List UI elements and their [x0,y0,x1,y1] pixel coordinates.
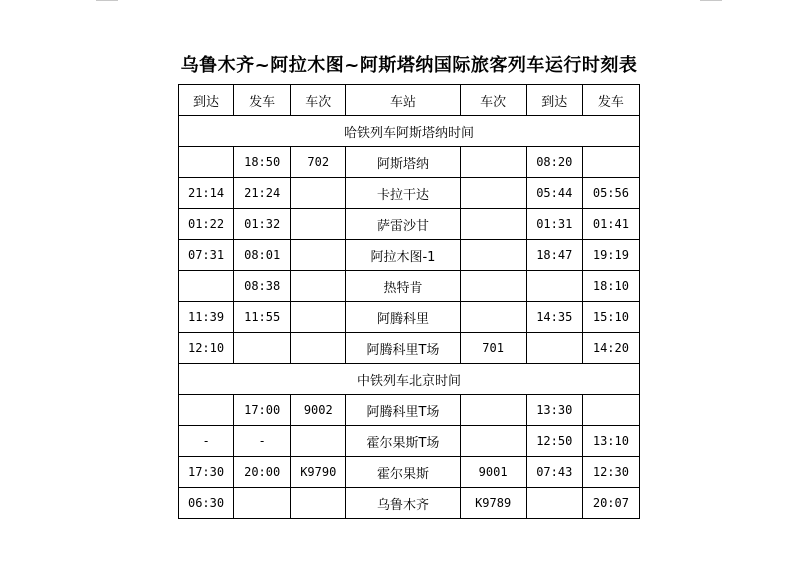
cell-departure: 08:38 [234,271,291,302]
section-label: 哈铁列车阿斯塔纳时间 [179,116,640,147]
cell-departure: 14:20 [582,333,639,364]
cell-train-no [291,333,346,364]
cell-train-no [460,178,526,209]
cell-departure: 01:41 [582,209,639,240]
cell-arrival [526,333,582,364]
cell-arrival [526,488,582,519]
cell-departure: 20:07 [582,488,639,519]
table-row [179,426,640,457]
cell-arrival: 01:22 [179,209,234,240]
cell-train-no [291,426,346,457]
cell-arrival: 01:31 [526,209,582,240]
cell-train-no: 9002 [291,395,346,426]
header-row [179,85,640,116]
cell-departure [582,147,639,178]
cell-train-no [291,488,346,519]
cell-arrival [179,147,234,178]
cell-arrival [179,271,234,302]
cell-arrival: 18:47 [526,240,582,271]
cell-departure: 18:10 [582,271,639,302]
cell-arrival: 07:43 [526,457,582,488]
table-row [179,147,640,178]
cell-station: 霍尔果斯T场 [346,426,460,457]
cell-train-no [291,209,346,240]
header-cell-arrival: 到达 [179,85,234,116]
timetable-title: 乌鲁木齐~阿拉木图~阿斯塔纳国际旅客列车运行时刻表 [180,55,638,76]
cell-departure: 08:01 [234,240,291,271]
cell-arrival: 11:39 [179,302,234,333]
cell-train-no [460,302,526,333]
cell-train-no [291,302,346,333]
cell-station: 阿腾科里T场 [346,333,460,364]
cell-train-no: 9001 [460,457,526,488]
section-label: 中铁列车北京时间 [179,364,640,395]
table-row [179,488,640,519]
cell-departure: 20:00 [234,457,291,488]
cell-train-no: K9789 [460,488,526,519]
cell-train-no [460,147,526,178]
cell-arrival: 05:44 [526,178,582,209]
table-row [179,395,640,426]
cell-station: 阿腾科里 [346,302,460,333]
cell-train-no [291,271,346,302]
cell-departure: 13:10 [582,426,639,457]
cell-departure: 05:56 [582,178,639,209]
cell-arrival: 12:50 [526,426,582,457]
cell-station: 乌鲁木齐 [346,488,460,519]
table-row [179,302,640,333]
cell-departure [234,333,291,364]
cell-departure: 15:10 [582,302,639,333]
cell-arrival: 07:31 [179,240,234,271]
cell-departure: - [234,426,291,457]
cell-train-no [291,178,346,209]
cell-departure [582,395,639,426]
cell-arrival [179,395,234,426]
header-cell-station: 车站 [346,85,460,116]
cell-departure: 19:19 [582,240,639,271]
cell-train-no [460,395,526,426]
page-corner-mark-right [700,0,722,1]
cell-arrival: 08:20 [526,147,582,178]
cell-train-no [460,209,526,240]
header-cell-departure: 发车 [582,85,639,116]
cell-station: 热特肯 [346,271,460,302]
cell-train-no [460,240,526,271]
header-cell-train-no: 车次 [291,85,346,116]
header-cell-departure: 发车 [234,85,291,116]
cell-station: 阿拉木图-1 [346,240,460,271]
header-cell-arrival: 到达 [526,85,582,116]
cell-station: 霍尔果斯 [346,457,460,488]
cell-departure: 21:24 [234,178,291,209]
cell-arrival: 21:14 [179,178,234,209]
cell-station: 阿腾科里T场 [346,395,460,426]
cell-arrival: 06:30 [179,488,234,519]
table-row [179,333,640,364]
cell-station: 卡拉干达 [346,178,460,209]
section-row [179,364,640,395]
cell-departure [234,488,291,519]
cell-departure: 12:30 [582,457,639,488]
cell-arrival: 14:35 [526,302,582,333]
cell-train-no [460,271,526,302]
cell-arrival [526,271,582,302]
cell-train-no [291,240,346,271]
table-row [179,209,640,240]
cell-station: 萨雷沙甘 [346,209,460,240]
cell-train-no: 701 [460,333,526,364]
cell-departure: 11:55 [234,302,291,333]
header-cell-train-no: 车次 [460,85,526,116]
cell-train-no: K9790 [291,457,346,488]
page-corner-mark-left [96,0,118,1]
cell-train-no: 702 [291,147,346,178]
cell-arrival: - [179,426,234,457]
table-row [179,271,640,302]
table-row [179,240,640,271]
cell-departure: 18:50 [234,147,291,178]
table-row [179,178,640,209]
cell-departure: 01:32 [234,209,291,240]
section-row [179,116,640,147]
cell-station: 阿斯塔纳 [346,147,460,178]
timetable [178,84,640,519]
table-row [179,457,640,488]
cell-arrival: 13:30 [526,395,582,426]
cell-arrival: 12:10 [179,333,234,364]
cell-departure: 17:00 [234,395,291,426]
cell-train-no [460,426,526,457]
cell-arrival: 17:30 [179,457,234,488]
